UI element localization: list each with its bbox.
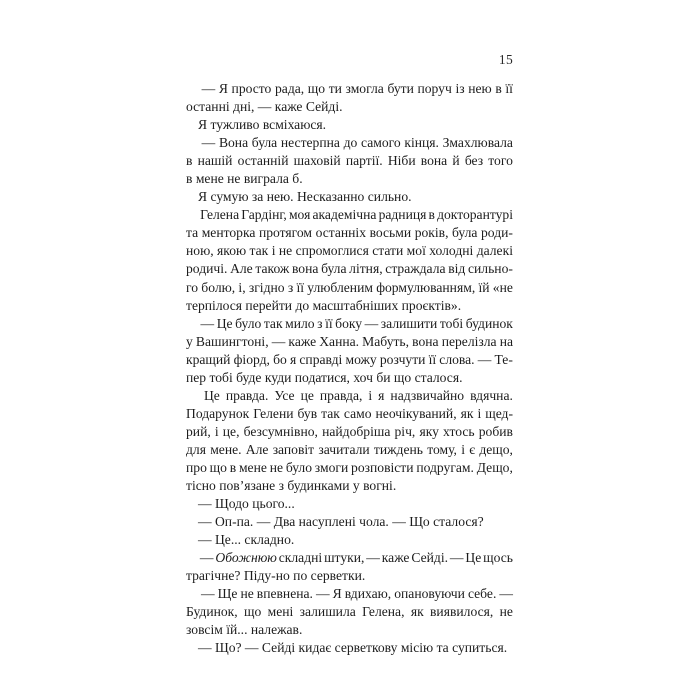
text-word: менторка (201, 225, 256, 241)
text-word: як (460, 405, 474, 421)
text-word: років, (414, 225, 449, 241)
text-word: Усе (274, 387, 295, 403)
text-word: на (499, 333, 513, 349)
paragraph (186, 549, 513, 585)
text-word: — (201, 586, 215, 602)
text-word: каже (381, 550, 410, 566)
text-word: що (307, 81, 326, 96)
text-word: — (200, 315, 215, 331)
text-word: улюбленим (307, 279, 373, 295)
text-word: — (201, 135, 216, 151)
text-line (186, 351, 513, 369)
text-line: пер тобі буде куди податися, хоч би що сталося. (186, 369, 463, 385)
text-word: Змахлювала (442, 135, 513, 151)
text-word: хтось (443, 423, 475, 439)
text-word: ти (328, 81, 342, 96)
text-word: Я (218, 81, 228, 96)
text-word: дещо, (479, 441, 513, 457)
paragraph-indent (186, 585, 198, 603)
text-word: так (249, 243, 269, 259)
text-word: і, (238, 279, 246, 295)
text-word: змоги (314, 459, 349, 475)
text-word: тобі (439, 315, 464, 331)
text-word: опановуючи (394, 586, 465, 602)
text-word: — (199, 550, 214, 566)
text-word: не (269, 459, 284, 475)
text-word: для (186, 441, 206, 457)
text-word: її (505, 81, 513, 96)
text-word: зачитали (318, 441, 370, 457)
text-word: бо (273, 351, 287, 367)
text-word: боку (335, 315, 363, 331)
text-word: перелізла (441, 333, 497, 349)
text-word: було (285, 459, 312, 475)
text-word: з (287, 279, 294, 295)
text-line (186, 585, 513, 603)
text-word: моя (288, 207, 311, 223)
text-word: го (186, 279, 199, 295)
text-word: — (315, 586, 330, 602)
text-word: слова. (439, 351, 475, 367)
text-word: із (455, 81, 465, 96)
text-word: докторантурі (437, 207, 513, 223)
text-word: холодні (429, 243, 474, 259)
text-word: болю, (201, 279, 236, 295)
text-word: залишити (380, 315, 438, 331)
text-word: яку (419, 423, 439, 439)
text-word: було (235, 315, 262, 331)
text-line: в мене не виграла б. (186, 171, 303, 187)
text-word: спромоглися (295, 243, 369, 259)
text-word: Сейді. (411, 550, 448, 566)
paragraph-indent (186, 315, 198, 333)
paragraph (186, 495, 513, 513)
text-word: розповісти (351, 459, 414, 475)
text-word: це (300, 387, 314, 403)
text-word: виявилося, (430, 604, 494, 620)
text-word: Вона (218, 135, 249, 151)
text-word: — (499, 586, 513, 602)
text-word: її (325, 315, 333, 331)
text-line (186, 315, 513, 333)
text-word: нею (468, 81, 492, 96)
text-line (186, 459, 513, 477)
text-word: річ, (394, 423, 416, 439)
text-word: каже (288, 333, 317, 349)
text-word: формулюванням, (376, 279, 476, 295)
text-word: їй (478, 279, 490, 295)
paragraph-indent (186, 387, 198, 405)
text-word: Ще (217, 586, 238, 602)
text-line: тісно пов’язане з будинками у вогні. (186, 478, 397, 494)
text-word: вдихаю, (344, 586, 392, 602)
paragraph (186, 585, 513, 639)
text-word: будинок (465, 315, 513, 331)
text-line (186, 603, 513, 621)
text-line: терпілося перейти до масштабніших проєктів». (186, 297, 462, 313)
text-line: Я тужливо всміхаюся. (198, 117, 327, 133)
text-word: мені (267, 604, 294, 620)
paragraph-indent (186, 549, 198, 567)
paragraph (186, 188, 513, 206)
text-word: — (271, 333, 286, 349)
text-word: Подарунок (186, 405, 250, 421)
text-word: шаховій (293, 153, 341, 169)
text-line: трагічне? Піду-но по серветки. (186, 568, 366, 584)
text-word (215, 549, 277, 567)
text-word: як (410, 604, 424, 620)
text-word: подругам. (416, 459, 474, 475)
text-word: ною, (186, 243, 214, 259)
text-line (186, 224, 513, 242)
text-word: й (452, 153, 460, 169)
text-word: того (488, 153, 513, 169)
text-word: в (495, 81, 502, 96)
text-word: Гелена, (362, 604, 405, 620)
text-word: партії. (345, 153, 383, 169)
text-word: академічна (312, 207, 377, 223)
text-word: і (461, 441, 465, 457)
body-text-block (186, 80, 513, 658)
text-line: Я сумую за нею. Несказанно сильно. (198, 189, 412, 205)
text-line: зовсім їй... належав. (186, 622, 303, 638)
text-word: не (278, 243, 293, 259)
text-word: розчути (379, 351, 426, 367)
text-word: — (449, 550, 464, 566)
text-word: само (343, 405, 372, 421)
text-word: Дещо, (476, 459, 513, 475)
text-word: щед- (485, 405, 513, 421)
text-word: також (255, 261, 290, 277)
text-word: нестерпна (280, 135, 340, 151)
text-word: можу (345, 351, 377, 367)
text-word: тому, (427, 441, 457, 457)
text-word: рий, (186, 423, 211, 439)
text-word: останній (237, 153, 289, 169)
paragraph (186, 513, 513, 531)
text-word: радниця (378, 207, 427, 223)
text-word: Гардінг, (241, 207, 287, 223)
text-word: родичі. (186, 261, 228, 277)
text-line (186, 441, 513, 459)
text-word: мене. (210, 441, 242, 457)
text-line: останні дні, — каже Сейді. (186, 99, 343, 115)
text-line (186, 549, 513, 567)
text-line: — Що? — Сейді кидає серветкову місію та супиться. (198, 640, 508, 656)
text-word: — (364, 315, 379, 331)
text-word: Будинок, (186, 604, 238, 620)
text-word: без (464, 153, 484, 169)
text-word: та (186, 225, 199, 241)
text-word: заповіт (272, 441, 315, 457)
text-word: Вашингтоні, (195, 333, 269, 349)
text-word: бути (387, 81, 414, 96)
text-word: протягом (258, 225, 313, 241)
text-word: є (469, 441, 476, 457)
text-word: я (289, 351, 297, 367)
text-word: самого (361, 135, 401, 151)
text-line (186, 333, 513, 351)
text-line (186, 152, 513, 170)
text-word: — (366, 550, 380, 566)
text-word: впевнена. (256, 586, 313, 602)
text-word: правда. (225, 387, 269, 403)
text-word: щось (483, 550, 513, 566)
text-word: до (343, 135, 358, 151)
text-word: Це (203, 387, 220, 403)
text-word: була (452, 225, 478, 241)
text-word: «не (492, 279, 513, 295)
text-word: що (209, 459, 227, 475)
text-line (186, 206, 513, 224)
text-line: — Щодо цього... (198, 496, 295, 512)
text-word: безсумнівно, (243, 423, 318, 439)
paragraph (186, 134, 513, 188)
paragraph-indent (186, 206, 198, 224)
text-word: вона (291, 261, 319, 277)
text-word: робив (478, 423, 513, 439)
text-word: страждала (385, 261, 446, 277)
text-line (186, 279, 513, 297)
text-word: згідно (248, 279, 285, 295)
text-word: далекі (476, 243, 513, 259)
text-word: була (251, 135, 278, 151)
page-number: 15 (498, 52, 513, 67)
text-word: рада, (274, 81, 305, 96)
text-line (186, 423, 513, 441)
text-word: Ніби (387, 153, 416, 169)
text-word: себе. (467, 586, 497, 602)
text-word: мене (238, 459, 267, 475)
text-word: в (428, 207, 435, 223)
text-word: і (214, 423, 219, 439)
text-word: і (368, 387, 373, 403)
text-word: правда, (319, 387, 363, 403)
text-line (186, 405, 513, 423)
text-word: з (317, 315, 323, 331)
text-word: Те- (494, 351, 513, 367)
paragraph (186, 531, 513, 549)
text-word: неочікуваний, (375, 405, 457, 421)
text-word: літня, (349, 261, 383, 277)
paragraph-indent (186, 80, 198, 98)
text-word: була (321, 261, 347, 277)
paragraph (186, 116, 513, 134)
text-word: Це (465, 550, 482, 566)
text-word: від (448, 261, 466, 277)
paragraph (186, 639, 513, 657)
text-word: не (240, 586, 254, 602)
text-word: якою (217, 243, 247, 259)
text-word: найдобріша (322, 423, 391, 439)
text-word: нашій (197, 153, 233, 169)
text-word: тиждень (373, 441, 423, 457)
paragraph (186, 80, 513, 116)
text-word: останніх (315, 225, 367, 241)
text-line (186, 134, 513, 152)
text-line (186, 387, 513, 405)
text-word: так (321, 405, 340, 421)
text-word: просто (231, 81, 272, 96)
text-word: і (477, 405, 482, 421)
emphasis-text: Обожнюю (215, 550, 277, 566)
text-line (186, 242, 513, 260)
text-word: справді (299, 351, 343, 367)
text-word: вона (420, 153, 448, 169)
text-word: Гелени (253, 405, 294, 421)
text-word: змогла (345, 81, 384, 96)
text-word: поруч (417, 81, 452, 96)
text-line: — Оп-па. — Два насуплені чола. — Що сталося? (198, 514, 484, 530)
text-line: — Це... складно. (198, 532, 295, 548)
text-word: восьми (369, 225, 412, 241)
text-word: я (378, 387, 385, 403)
text-word: вдячна. (470, 387, 513, 403)
text-word: роди- (481, 225, 513, 241)
text-word: це, (222, 423, 240, 439)
text-word: її (296, 279, 305, 295)
text-word: — (201, 81, 216, 96)
text-word: вона (412, 333, 439, 349)
text-word: фіорд, (233, 351, 270, 367)
text-word: і (271, 243, 276, 259)
text-word: Але (230, 261, 253, 277)
paragraph-indent (186, 134, 198, 152)
text-word: — (477, 351, 492, 367)
text-word: кращий (186, 351, 231, 367)
text-word: кінця. (404, 135, 439, 151)
text-line (186, 260, 513, 278)
text-word: про (186, 459, 207, 475)
paragraph (186, 206, 513, 314)
text-word: складні (278, 550, 323, 566)
text-word: у (186, 333, 193, 349)
text-word: Я (332, 586, 342, 602)
paragraph (186, 315, 513, 387)
text-word: надзвичайно (390, 387, 465, 403)
text-word: залишила (299, 604, 356, 620)
text-word: мої (406, 243, 426, 259)
text-word: що (244, 604, 262, 620)
text-word: так (263, 315, 283, 331)
text-word: не (499, 604, 513, 620)
text-word: Гелена (200, 207, 240, 223)
text-word: мило (285, 315, 315, 331)
text-word: в (229, 459, 237, 475)
text-word: сильно- (468, 261, 513, 277)
text-word: Мабуть, (362, 333, 410, 349)
paragraph (186, 387, 513, 495)
text-line (186, 80, 513, 98)
text-word: Але (245, 441, 269, 457)
text-word: Це (216, 315, 233, 331)
text-word: був (297, 405, 318, 421)
text-word: штуки, (324, 550, 365, 566)
text-word: стати (372, 243, 404, 259)
text-word: в (186, 153, 193, 169)
text-word: її (428, 351, 437, 367)
text-word: Ханна. (319, 333, 360, 349)
